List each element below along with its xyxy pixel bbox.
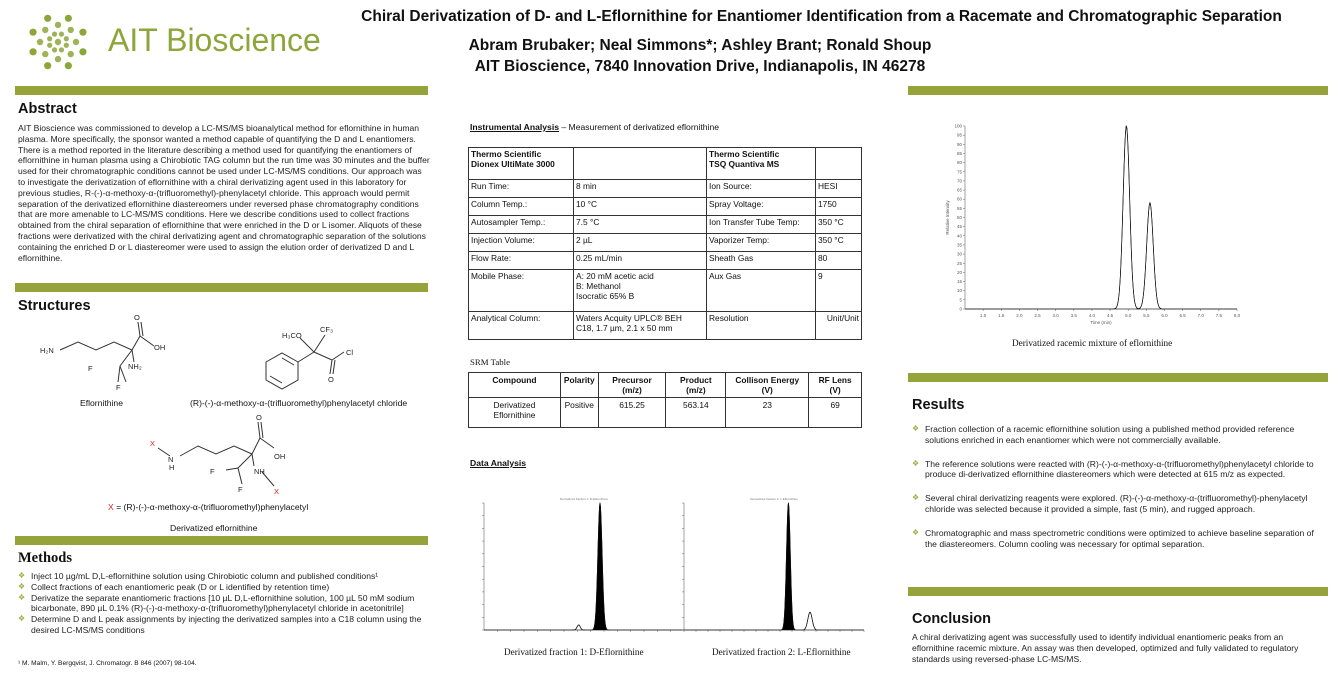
table-header: Product (m/z) xyxy=(666,373,726,398)
eflornithine-label: Eflornithine xyxy=(80,398,123,408)
y-tick-label: 0 xyxy=(959,306,962,312)
instrument-table xyxy=(468,147,862,340)
table-cell xyxy=(816,148,862,180)
chromatogram-peak xyxy=(1137,203,1163,309)
table-row xyxy=(469,198,862,216)
conclusion-text: A chiral derivatizing agent was successfully used to identify individual enantiomeric peaks from an eflornithine racemic mixture. An assay was then developed, optimized and fully validated to regulatory standards using reversed-phase LC-MS/MS. xyxy=(912,632,1299,664)
y-tick-label: 50 xyxy=(956,215,962,220)
logo-dots-icon xyxy=(20,10,100,80)
table-cell: Ion Source: xyxy=(707,180,816,198)
divider xyxy=(15,536,428,545)
logo-dot xyxy=(65,62,72,69)
logo-dot xyxy=(59,32,64,37)
atom-label: NH xyxy=(254,467,265,476)
atom-label: OH xyxy=(154,343,166,352)
table-row xyxy=(469,252,862,270)
logo-dot xyxy=(64,36,69,41)
chemical-structures xyxy=(30,310,430,530)
table-cell: 7.5 °C xyxy=(574,216,707,234)
logo-dot xyxy=(44,62,51,69)
y-axis-label: Relative Intensity xyxy=(945,200,950,235)
y-tick-label: 80 xyxy=(956,160,962,166)
instrumental-heading-rest: – Measurement of derivatized eflornithine xyxy=(559,122,720,132)
logo-dot xyxy=(73,39,79,45)
x-tick-label: 4.5 xyxy=(1106,313,1114,318)
x-tick-label: 1.0 xyxy=(980,313,987,318)
logo-dot xyxy=(68,27,74,33)
list-item: ❖ Collect fractions of each enantiomeric peak (D or L identified by retention time) xyxy=(18,582,430,593)
table-cell: Derivatized Eflornithine xyxy=(469,398,561,428)
chart-title: Derivatized fraction 1: D-Eflornithine xyxy=(559,497,609,501)
table-cell: Column Temp.: xyxy=(469,198,574,216)
atom-label: O xyxy=(328,375,334,384)
x-definition xyxy=(108,502,308,512)
table-cell: 0.25 mL/min xyxy=(574,252,707,270)
table-header: Collison Energy (V) xyxy=(726,373,809,398)
y-tick-label: 95 xyxy=(956,132,962,138)
atom-label: O xyxy=(134,313,140,322)
logo-dot xyxy=(59,47,64,52)
atom-label: CF₃ xyxy=(320,325,334,334)
logo-dot xyxy=(64,43,69,48)
chromatogram-trace xyxy=(684,503,864,630)
table-header: Compound xyxy=(469,373,561,398)
table-cell: 9 xyxy=(816,270,862,312)
list-item: ❖ Fraction collection of a racemic eflornithine solution using a published method provided reference solutions enriched in each enantiomer which were not commercially available. xyxy=(912,424,1324,446)
logo-text: AIT Bioscience xyxy=(108,22,321,58)
atom-label: F xyxy=(116,383,121,392)
table-cell: Positive xyxy=(560,398,598,428)
authors: Abram Brubaker; Neal Simmons*; Ashley Brant; Ronald Shoup xyxy=(468,37,932,54)
logo-dot xyxy=(52,32,57,37)
y-tick-label: 5 xyxy=(959,297,962,303)
atom-label: F xyxy=(210,467,215,476)
atom-label: H xyxy=(169,463,175,472)
chromatogram-trace xyxy=(965,126,1237,309)
logo-dot xyxy=(65,15,72,22)
table-header: RF Lens (V) xyxy=(809,373,862,398)
table-cell: Analytical Column: xyxy=(469,312,574,340)
atom-label: OH xyxy=(274,452,286,461)
table-row xyxy=(469,312,862,340)
logo-dot xyxy=(47,36,52,41)
table-cell: Ion Transfer Tube Temp: xyxy=(707,216,816,234)
chart-caption: Derivatized racemic mixture of eflornithine xyxy=(1012,338,1173,348)
x-tick-label: 8.0 xyxy=(1233,313,1241,318)
srm-table xyxy=(468,372,862,428)
chromatogram-peak xyxy=(801,612,818,630)
table-cell: 80 xyxy=(816,252,862,270)
table-cell: Vaporizer Temp: xyxy=(707,234,816,252)
x-tick-label: 6.5 xyxy=(1179,313,1186,318)
abstract-text: AIT Bioscience was commissioned to develop a LC-MS/MS bioanalytical method for eflornithine in human plasma. More specifically, the sponsor wanted a method capable of quantifying the D and L enantiomers. There is a method reported in the literature describing a method used for quantifying the enantiomers of eflornithine in human plasma using a Chirobiotic TAG column but the run time was 30 minutes and the buffer used for their chromatographic conditions cannot be used under LC-MS/MS conditions. Our approach was to investigate the derivatization of eflornithine with a chiral derivatizing agent used in this laboratory for previous studies, R-(-)-α-methoxy-α-(trifluoromethyl)-phenylacetyl chloride. This approach would permit separation of the derivatized eflornithine diastereomers under reversed phase chromatography conditions that are more amenable to LC-MS/MS conditions. Here we describe conditions used to collect fractions obtained from the chiral separation of eflornithine that were enriched in the D or L isomer. Aliquots of these fractions were derivatized with the chiral derivatizing agent and chromatographic separation of the solutions containing the enriched D or L diastereomer were used to assign the elution order of derivatized D and L eflornithine. xyxy=(18,123,430,263)
x-axis-label: Time (min) xyxy=(1090,320,1112,325)
x-tick-label: 4.0 xyxy=(1088,313,1096,318)
table-cell: 615.25 xyxy=(598,398,666,428)
list-item: ❖ Inject 10 µg/mL D,L-eflornithine solution using Chirobiotic column and published conditions¹ xyxy=(18,571,430,582)
conclusion-title: Conclusion xyxy=(912,611,991,627)
x-tick-label: 3.0 xyxy=(1052,313,1059,318)
y-tick-label: 60 xyxy=(956,196,962,202)
chart-caption: Derivatized fraction 2: L-Eflornithine xyxy=(712,647,851,657)
divider xyxy=(908,373,1328,382)
x-definition-text: = (R)-(-)-α-methoxy-α-(trifluoromethyl)phenylacetyl xyxy=(113,502,309,512)
atom-label: F xyxy=(238,485,243,494)
table-cell: 1750 xyxy=(816,198,862,216)
list-item: ❖ Determine D and L peak assignments by injecting the derivatized samples into a C18 column using the desired LC-MS/MS conditions xyxy=(18,614,430,636)
table-header: Precursor (m/z) xyxy=(598,373,666,398)
table-cell: Mobile Phase: xyxy=(469,270,574,312)
table-cell: Sheath Gas xyxy=(707,252,816,270)
atom-label: X xyxy=(274,487,280,496)
table-cell: 10 °C xyxy=(574,198,707,216)
logo-dot xyxy=(52,47,57,52)
results-title: Results xyxy=(912,397,965,413)
table-cell xyxy=(574,148,707,180)
divider xyxy=(908,587,1328,596)
logo-dot xyxy=(42,51,48,57)
table-cell: 69 xyxy=(809,398,862,428)
atom-label: X xyxy=(150,439,156,448)
table-header: Thermo Scientific Dionex UltiMate 3000 xyxy=(469,148,574,180)
address: AIT Bioscience, 7840 Innovation Drive, Indianapolis, IN 46278 xyxy=(474,58,926,75)
chromatogram-l xyxy=(670,495,870,640)
x-tick-label: 6.0 xyxy=(1161,313,1168,318)
atom-label: O xyxy=(256,413,262,422)
list-item: ❖ The reference solutions were reacted with (R)-(-)-α-methoxy-α-(trifluoromethyl)phenylacetyl chloride to produce di-derivatized eflornithine diastereomers which were detected at 615 m/z as expected. xyxy=(912,459,1324,481)
table-cell: A: 20 mM acetic acid B: Methanol Isocratic 65% B xyxy=(574,270,707,312)
table-cell: Autosampler Temp.: xyxy=(469,216,574,234)
reagent-label: (R)-(-)-α-methoxy-α-(trifluoromethyl)phenylacetyl chloride xyxy=(190,398,408,408)
divider xyxy=(908,86,1328,95)
atom-label: Cl xyxy=(346,348,354,357)
derivatized-label: Derivatized eflornithine xyxy=(170,523,258,533)
list-item: ❖ Chromatographic and mass spectrometric conditions were optimized to achieve baseline separation of the diastereomers. Column cooling was necessary for optimal separation. xyxy=(912,528,1324,550)
logo-dot xyxy=(68,51,74,57)
table-cell: 2 µL xyxy=(574,234,707,252)
x-tick-label: 5.0 xyxy=(1125,313,1132,318)
y-tick-label: 90 xyxy=(956,141,962,147)
table-header: Thermo Scientific TSQ Quantiva MS xyxy=(707,148,816,180)
y-tick-label: 65 xyxy=(956,187,962,193)
x-tick-label: 2.0 xyxy=(1016,313,1023,318)
results-list xyxy=(912,424,1324,549)
methods-title: Methods xyxy=(18,550,72,566)
x-tick-label: 7.0 xyxy=(1197,313,1204,318)
atom-label: H₃CO xyxy=(282,331,302,340)
y-tick-label: 25 xyxy=(956,260,962,266)
table-row xyxy=(469,180,862,198)
chromatogram-peak xyxy=(572,625,585,630)
y-tick-label: 10 xyxy=(956,288,962,294)
y-tick-label: 85 xyxy=(956,150,962,156)
divider xyxy=(15,283,428,292)
logo-dot xyxy=(79,29,86,36)
instrumental-heading xyxy=(470,122,719,132)
table-cell: Waters Acquity UPLC® BEH C18, 1.7 µm, 2.1 x 50 mm xyxy=(574,312,707,340)
logo-dot xyxy=(47,43,52,48)
y-tick-label: 70 xyxy=(956,178,962,184)
list-item: ❖ Several chiral derivatizing reagents were explored. (R)-(-)-α-methoxy-α-(trifluoromethyl)-phenylacetyl chloride was selected because it provided a simple, fast (5 min), and rugged approach. xyxy=(912,493,1324,515)
table-cell: Run Time: xyxy=(469,180,574,198)
table-row xyxy=(469,216,862,234)
table-header: Polarity xyxy=(560,373,598,398)
y-tick-label: 30 xyxy=(956,251,962,257)
chromatogram-racemic xyxy=(943,118,1243,333)
y-tick-label: 100 xyxy=(954,123,962,129)
table-row xyxy=(469,270,862,312)
table-cell: 563.14 xyxy=(666,398,726,428)
y-tick-label: 35 xyxy=(956,242,962,248)
table-cell: Aux Gas xyxy=(707,270,816,312)
structures-title: Structures xyxy=(18,298,91,314)
x-tick-label: 7.5 xyxy=(1215,313,1222,318)
y-tick-label: 55 xyxy=(956,205,962,211)
y-tick-label: 20 xyxy=(956,269,962,275)
table-cell: Unit/Unit xyxy=(816,312,862,340)
x-symbol: X xyxy=(108,502,114,512)
table-cell: 23 xyxy=(726,398,809,428)
logo-dot xyxy=(79,48,86,55)
chart-title: Derivatized fraction 2: L-Eflornithine xyxy=(750,497,798,501)
srm-title: SRM Table xyxy=(470,357,511,367)
list-item: ❖ Derivatize the separate enantiomeric fractions [10 µL D,L-eflornithine solution, 100 µL 50 mM sodium bicarbonate, 890 µL 0.1% (R)-(-)-α-methoxy-α-(trifluoromethyl)phenylacetyl chloride in acetonitrile] xyxy=(18,593,430,615)
chromatogram-d xyxy=(470,495,690,640)
y-tick-label: 45 xyxy=(956,224,962,230)
chromatogram-peak xyxy=(781,503,796,630)
logo-dot xyxy=(55,56,61,62)
table-cell: Flow Rate: xyxy=(469,252,574,270)
chromatogram-peak xyxy=(591,503,608,630)
abstract-title: Abstract xyxy=(18,101,77,117)
y-tick-label: 40 xyxy=(956,233,962,239)
table-cell: Injection Volume: xyxy=(469,234,574,252)
table-cell: 350 °C xyxy=(816,216,862,234)
atom-label: F xyxy=(88,364,93,373)
instrumental-heading-main: Instrumental Analysis xyxy=(470,122,559,132)
divider xyxy=(15,86,428,95)
x-tick-label: 3.5 xyxy=(1070,313,1077,318)
atom-label: N xyxy=(168,455,174,464)
atom-label: H₂N xyxy=(40,346,54,355)
logo-dot xyxy=(55,22,61,28)
table-cell: Resolution xyxy=(707,312,816,340)
logo-dot xyxy=(29,29,36,36)
table-cell: 350 °C xyxy=(816,234,862,252)
atom-label: NH₂ xyxy=(128,362,142,371)
logo-dot xyxy=(42,27,48,33)
logo-dot xyxy=(44,15,51,22)
table-cell: Spray Voltage: xyxy=(707,198,816,216)
methods-list xyxy=(18,571,430,636)
logo-dot xyxy=(55,39,61,45)
chromatogram-peak xyxy=(1113,126,1139,309)
logo-dot xyxy=(37,39,43,45)
table-cell: HESI xyxy=(816,180,862,198)
footnote: ¹ M. Malm, Y. Bergqvist, J. Chromatogr. B 846 (2007) 98-104. xyxy=(18,660,197,667)
table-row xyxy=(469,234,862,252)
data-analysis-title: Data Analysis xyxy=(470,458,527,468)
logo-dot xyxy=(29,48,36,55)
x-tick-label: 2.5 xyxy=(1034,313,1041,318)
table-cell: 8 min xyxy=(574,180,707,198)
chromatogram-trace xyxy=(484,503,684,630)
x-tick-label: 1.5 xyxy=(998,313,1005,318)
y-tick-label: 75 xyxy=(956,169,962,175)
y-tick-label: 15 xyxy=(956,279,962,285)
poster-title: Chiral Derivatization of D- and L-Eflornithine for Enantiomer Identification from a Racemate and Chromatographic Separation xyxy=(361,8,1282,25)
chart-caption: Derivatized fraction 1: D-Eflornithine xyxy=(504,647,644,657)
x-tick-label: 5.5 xyxy=(1143,313,1150,318)
